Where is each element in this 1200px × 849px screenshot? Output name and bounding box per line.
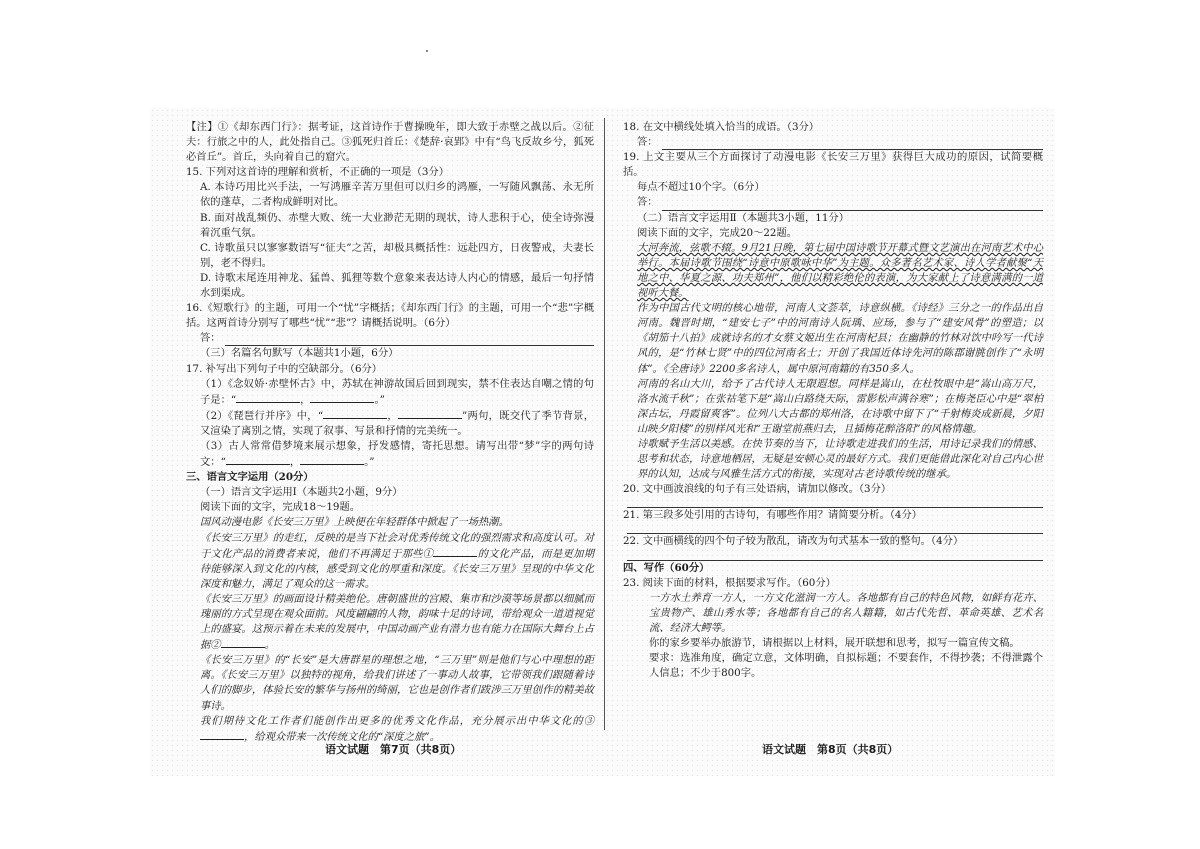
item-3-text: （3）古人常常借梦境来展示想象，抒发感情，寄托思想。请写出带“梦”字的两句诗文：“ bbox=[200, 439, 594, 469]
fill-blank[interactable] bbox=[300, 454, 364, 465]
para-1-head: 《长安三万里》的走红，反映的是当下社会对优秀传统文化的强烈需求和高度认可。对于文化产品的消费者来说，他们不再满足于那些① bbox=[200, 531, 594, 560]
question-15-option-a: A. 本诗巧用比兴手法，一写鸿雁辛苦万里但可以归乡的鸿雁，一写随风飘荡、永无所依的蓬草，二者构成鲜明对比。 bbox=[200, 181, 594, 209]
comma: ， bbox=[289, 456, 301, 469]
question-15-stem: 15. 下列对这首诗的理解和赏析，不正确的一项是（3分） bbox=[186, 166, 450, 179]
part-3-heading: 三、语言文字运用（20分） bbox=[186, 471, 314, 484]
passage-2-paragraph-3: 河南的名山大川，给予了古代诗人无限遐想。同样是嵩山，在杜牧眼中是“嵩山高万尺，洛水流千秋”；在张祜笔下是“嵩山白路绕天际，雷影松声满谷寒”；在梅尧臣心中是“翠柏深古坛，丹霞留爽客”。位列八大古都的郑州洛，在诗歌中留下了“千射梅炎成新晨，夕阳山映夕阳楼”的别样风光和“王谢堂前燕归去，且插梅花醉洛阳”的风格情趣。 bbox=[637, 377, 1043, 435]
para-4-head: 我们期待文化工作者们能创作出更多的优秀文化作品，充分展示出中华文化的③ bbox=[200, 714, 594, 727]
reading-instruction-2: 阅读下面的文字，完成20～22题。 bbox=[637, 226, 798, 239]
question-16-stem: 16.《短歌行》的主题，可用一个“忧”字概括；《却东西门行》的主题，可用一个“悲”字概括。这两首诗分别写了哪些“忧”“悲”？请概括说明。（6分） bbox=[186, 302, 594, 330]
poem-note: 【注】①《却东西门行》：据考证，这首诗作于曹操晚年，即大致于赤壁之战以后。②征夫：行旅之中的人，此处指自己。③狐死归首丘：《楚辞·哀郢》中有“鸟飞反故乡兮，狐死必首丘”。首丘，头向着自己的窟穴。 bbox=[186, 121, 594, 164]
passage-intro: 国风动漫电影《长安三万里》上映便在年轻群体中掀起了一场热潮。 bbox=[200, 516, 509, 529]
page-7-footer: 语文试题 第7页（共8页） bbox=[325, 743, 462, 756]
answer-label: 答： bbox=[637, 196, 658, 209]
item-1-text: （1）《念奴娇·赤壁怀古》中，苏轼在神游故国后回到现实，禁不住表达自嘲之情的句子是：“ bbox=[200, 377, 594, 406]
writing-material-1: 一方水土养育一方人，一方文化滋润一方人。各地都有自己的特色风物，如鲜有花卉、宝贵物产、雄山秀水等；各地都有自己的名人籍籍，如古代先哲、革命英雄、艺术名流、经济大鳄等。 bbox=[649, 591, 1043, 634]
writing-requirements: 要求：选准角度，确定立意，文体明确，自拟标题；不要套作，不得抄袭；不得泄露个人信息；不少于800字。 bbox=[649, 652, 1043, 680]
passage-2-paragraph-2: 作为中国古代文明的核心地带，河南人文荟萃，诗意纵横。《诗经》三分之一的作品出自河南。魏晋时期，“建安七子”中的河南诗人阮瑀、应玚，参与了“建安风骨”的塑造；以《胡笳十八拍》成就诗名的才女蔡文姬出生在河南杞县；在幽静的竹林对饮中吟写一代诗风的，是“竹林七贤”中的四位河南名士；开创了我国近体诗先河的陈郡谢朓创作了“永明体”。《全唐诗》2200多名诗人，属中原河南籍的有350多人。 bbox=[637, 302, 1043, 375]
para-1-tail: 的文化产品，而是更加期待能够深入到文化的内核，感受到文化的厚重和深度。《长安三万里》呈现的中华文化深度和魅力，满足了观众的这一需求。 bbox=[200, 547, 595, 590]
answer-label: 答： bbox=[200, 332, 221, 345]
question-15-option-d: D. 诗歌末尾连用神龙、猛兽、狐狸等数个意象来表达诗人内心的情感，最后一句抒情水到渠成。 bbox=[200, 271, 594, 300]
item-2-tail: ”两句，既交代了季节背景，又渲染了离别之情，实现了叙事、写景和抒情的完美统一。 bbox=[200, 409, 595, 437]
writing-material-2: 你的家乡要举办旅游节，请根据以上材料，展开联想和思考，拟写一篇宣传文稿。 bbox=[649, 637, 1020, 649]
page-8-column bbox=[623, 120, 1043, 681]
fill-blank[interactable] bbox=[236, 392, 300, 403]
answer-rule bbox=[627, 550, 1043, 561]
page-7-column bbox=[186, 120, 594, 745]
question-19-limit: 每点不超过10个字。（6分） bbox=[637, 181, 765, 194]
question-22-answer-line[interactable] bbox=[623, 550, 1043, 561]
page-8-footer: 语文试题 第8页（共8页） bbox=[762, 743, 899, 756]
item-2-text: （2）《琵琶行并序》中，“ bbox=[200, 409, 324, 422]
question-16-answer-line[interactable] bbox=[186, 331, 594, 346]
answer-rule bbox=[662, 200, 1043, 211]
para-2-tail: 。 bbox=[264, 639, 275, 652]
question-23-stem: 23. 阅读下面的材料，根据要求写作。（60分） bbox=[623, 576, 836, 589]
comma: ， bbox=[300, 393, 311, 406]
question-20-answer-line[interactable] bbox=[623, 497, 1043, 508]
passage-paragraph-3: 《长安三万里》的“长安”是大唐群星的理想之地，“三万里”则是他们与心中理想的距离。《长安三万里》以独特的视角，给我们讲述了一事动人故事，它带领我们跟随着诗人们的脚步，体验长安的繁华与扬州的绮丽，它也是创作者们跋涉三万里创作的精美故事诗。 bbox=[200, 654, 594, 712]
answer-rule bbox=[627, 523, 1043, 534]
passage-paragraph-2 bbox=[186, 592, 594, 653]
passage-paragraph-1 bbox=[186, 531, 594, 592]
question-17-item-2 bbox=[186, 408, 594, 439]
question-18-stem: 18. 在文中横线处填入恰当的成语。（3分） bbox=[623, 121, 820, 133]
question-21-answer-line[interactable] bbox=[623, 523, 1043, 534]
para-4-tail: ，给观众带来一次传统文化的“深度之旅”。 bbox=[244, 730, 440, 743]
para-2-head: 《长安三万里》的画面设计精美绝伦。唐朝盛世的宫殿、集市和沙漠等场景都以细腻而瑰丽的方式呈现在观众面前。风度翩翩的人物，韵味十足的诗词，带给观众一道道视觉上的盛宴。这预示着在未来的发展中，中国动画产业有潜力也有能力在国际大舞台上占据② bbox=[200, 592, 594, 652]
close-quote: 。” bbox=[364, 456, 375, 469]
comma: ， bbox=[387, 409, 398, 422]
page-divider bbox=[604, 118, 605, 730]
answer-rule bbox=[627, 497, 1043, 508]
fill-blank[interactable] bbox=[310, 392, 374, 403]
section-3-heading: （三）名篇名句默写（本题共1小题，6分） bbox=[200, 347, 399, 360]
passage-2-paragraph-1: 大河奔流，弦歌不辍。9月21日晚，第七届中国诗歌节开幕式暨文艺演出在河南艺术中心举行。本届诗歌节围绕“诗意中原歌咏中华”为主题。众多著名艺术家、诗人学者献聚“天地之中、华夏之源、功夫郑州”，他们以精彩绝伦的表演，为大家献上了诗意满满的一道视听大餐。 bbox=[637, 241, 1043, 300]
fill-blank[interactable] bbox=[433, 546, 477, 557]
question-22-stem: 22. 文中画横线的四个句子较为散乱，请改为句式基本一致的整句。（4分） bbox=[623, 535, 964, 548]
answer-label: 答： bbox=[637, 136, 658, 149]
question-17-item-3 bbox=[186, 439, 594, 470]
fill-blank[interactable] bbox=[200, 729, 244, 740]
scan-speck bbox=[426, 50, 428, 52]
question-17-stem: 17. 补写出下列句子中的空缺部分。（6分） bbox=[186, 362, 383, 375]
answer-rule bbox=[225, 335, 594, 346]
subsection-2-heading: （二）语言文字运用Ⅱ（本题共3小题，11分） bbox=[637, 211, 849, 224]
question-19-stem: 19. 上文主要从三个方面探讨了动漫电影《长安三万里》获得巨大成功的原因，试简要概括。 bbox=[623, 151, 1043, 179]
passage-2-paragraph-4: 诗歌赋予生活以美感。在快节奏的当下，让诗歌走进我们的生活，用诗记录我们的情感、思考和状态，诗意地栖居，无疑是安顿心灵的最好方式。我们更能借此深化对自己内心世界的认知，达成与风雅生活方式的衔接，实现对古老诗歌传统的继承。 bbox=[637, 437, 1043, 481]
close-quote: 。” bbox=[374, 393, 385, 406]
part-4-heading: 四、写作（60分） bbox=[623, 561, 710, 574]
fill-blank[interactable] bbox=[221, 637, 265, 648]
question-15-option-c: C. 诗歌虽只以寥寥数语写“征夫”之苦，却极具概括性：远赴四方，日夜警戒，夫妻长别，老不得归。 bbox=[200, 241, 594, 269]
fill-blank[interactable] bbox=[398, 408, 462, 419]
question-18-answer-line[interactable] bbox=[623, 135, 1043, 150]
question-19-answer-line[interactable] bbox=[623, 195, 1043, 210]
reading-instruction: 阅读下面的文字，完成18～19题。 bbox=[200, 501, 361, 514]
answer-rule bbox=[662, 139, 1043, 150]
question-21-stem: 21. 第三段多处引用的古诗句，有哪些作用？请简要分析。（4分） bbox=[623, 509, 923, 522]
fill-blank[interactable] bbox=[323, 408, 387, 419]
question-20-stem: 20. 文中画波浪线的句子有三处语病，请加以修改。（3分） bbox=[623, 483, 892, 496]
question-17-item-1 bbox=[186, 377, 594, 408]
fill-blank[interactable] bbox=[226, 454, 290, 465]
subsection-1-heading: （一）语言文字运用Ⅰ（本题共2小题，9分） bbox=[200, 486, 403, 499]
question-15-option-b: B. 面对战乱频仍、赤壁大败、统一大业渺茫无期的现状，诗人悲积于心，使全诗弥漫着沉重气氛。 bbox=[200, 211, 594, 239]
